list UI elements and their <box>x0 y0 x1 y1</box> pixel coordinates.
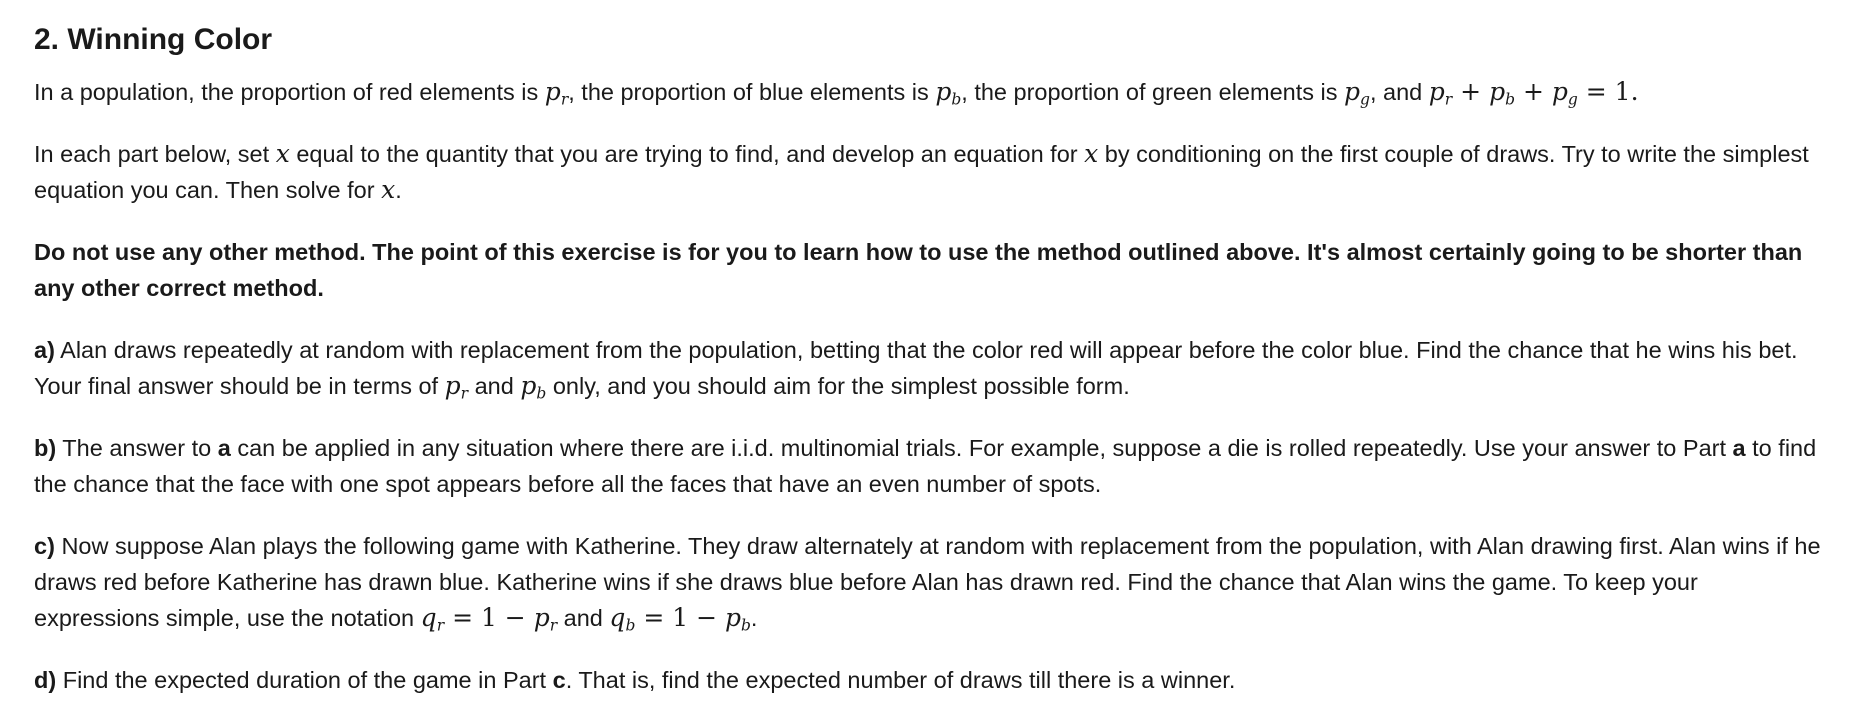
part-reference: a <box>217 435 231 461</box>
part-d: d) Find the expected duration of the game in Part c. That is, find the expected number of draws till there is a winner. <box>34 667 1236 693</box>
instructions-paragraph: In each part below, set x equal to the quantity that you are trying to find, and develop an equation for x by conditioning on the first couple of draws. Try to write the simplest equation you can. Then solve for x. <box>34 139 1809 204</box>
math-p-r: $p_r$ <box>544 77 569 109</box>
intro-paragraph: In a population, the proportion of red elements is $p_r$, the proportion of blue elements is $p_b$, the proportion of green elements is $p_g$, and $p_r + p_b + p_g = 1$. <box>34 77 1639 109</box>
part-reference: a <box>1732 435 1746 461</box>
math-q-b-definition: $q_b = 1 - p_b$ <box>609 603 751 635</box>
math-p-g: $p_g$ <box>1344 77 1370 109</box>
part-c: c) Now suppose Alan plays the following game with Katherine. They draw alternately at random with replacement from the population, with Alan drawing first. Alan wins if he draws red before Katherine has drawn blue. Katherine wins if she draws blue before Alan has drawn red. Find the chance that Alan wins the game. To keep your expressions simple, use the notation $q_r = 1 - p_r$ and $q_b = 1 - p_b$. <box>34 533 1821 635</box>
math-x: x <box>381 175 396 204</box>
part-d-label: d) <box>34 667 57 693</box>
math-q-r-definition: $q_r = 1 - p_r$ <box>420 603 558 635</box>
math-sum-equation: $p_r + p_b + p_g = 1$. <box>1428 77 1639 109</box>
warning-paragraph: Do not use any other method. The point of this exercise is for you to learn how to use the method outlined above. It's almost certainly going to be shorter than any other correct method. <box>34 239 1803 301</box>
part-a-label: a) <box>34 337 55 363</box>
problem-heading: 2. Winning Color <box>34 23 273 56</box>
math-x: x <box>1084 139 1099 168</box>
math-p-r: $p_r$ <box>444 371 469 403</box>
part-b-label: b) <box>34 435 57 461</box>
part-reference: c <box>552 667 566 693</box>
math-x: x <box>275 139 290 168</box>
part-a: a) Alan draws repeatedly at random with replacement from the population, betting that the color red will appear before the color blue. Find the chance that he wins his bet. Your final answer should be in terms of $p_r$ and $p_b$ only, and you should aim for the simplest possible form. <box>34 337 1798 403</box>
math-p-b: $p_b$ <box>520 371 547 403</box>
part-b: b) The answer to a can be applied in any situation where there are i.i.d. multinomial trials. For example, suppose a die is rolled repeatedly. Use your answer to Part a to find the chance that the face with one spot appears before all the faces that have an even number of spots. <box>34 435 1817 497</box>
math-p-b: $p_b$ <box>935 77 962 109</box>
part-c-label: c) <box>34 533 55 559</box>
